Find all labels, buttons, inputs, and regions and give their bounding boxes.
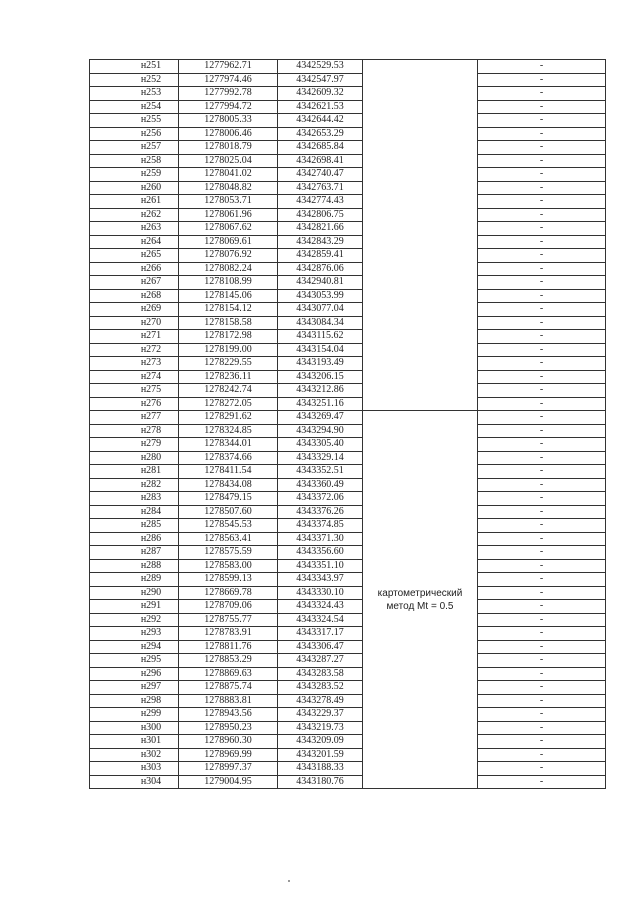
point-id-cell: н279 [90,438,179,452]
table-row [90,640,606,654]
point-id-cell: н271 [90,330,179,344]
accuracy-cell: - [478,451,606,465]
point-id-cell: н273 [90,357,179,371]
y-coordinate-cell: 4343306.47 [278,640,363,654]
accuracy-cell: - [478,222,606,236]
table-row [90,100,606,114]
x-coordinate-cell: 1278583.00 [179,559,278,573]
table-row [90,411,606,425]
table-row [90,289,606,303]
accuracy-cell: - [478,586,606,600]
y-coordinate-cell: 4343115.62 [278,330,363,344]
table-row [90,343,606,357]
method-name: картометрический [377,587,463,599]
table-row [90,735,606,749]
table-row [90,600,606,614]
point-id-cell: н263 [90,222,179,236]
x-coordinate-cell: 1277992.78 [179,87,278,101]
point-id-cell: н257 [90,141,179,155]
y-coordinate-cell: 4343188.33 [278,762,363,776]
accuracy-cell: - [478,667,606,681]
x-coordinate-cell: 1278145.06 [179,289,278,303]
accuracy-cell: - [478,411,606,425]
accuracy-cell: - [478,384,606,398]
table-row [90,141,606,155]
x-coordinate-cell: 1278041.02 [179,168,278,182]
y-coordinate-cell: 4342529.53 [278,60,363,74]
y-coordinate-cell: 4342821.66 [278,222,363,236]
table-row [90,330,606,344]
x-coordinate-cell: 1278479.15 [179,492,278,506]
table-row [90,114,606,128]
x-coordinate-cell: 1278082.24 [179,262,278,276]
accuracy-cell: - [478,424,606,438]
table-row [90,195,606,209]
table-row [90,748,606,762]
point-id-cell: н285 [90,519,179,533]
point-id-cell: н283 [90,492,179,506]
point-id-cell: н272 [90,343,179,357]
point-id-cell: н265 [90,249,179,263]
point-id-cell: н258 [90,154,179,168]
point-id-cell: н298 [90,694,179,708]
point-id-cell: н254 [90,100,179,114]
accuracy-cell: - [478,694,606,708]
x-coordinate-cell: 1278374.66 [179,451,278,465]
table-row [90,519,606,533]
point-id-cell: н253 [90,87,179,101]
accuracy-cell: - [478,114,606,128]
accuracy-cell: - [478,532,606,546]
accuracy-cell: - [478,465,606,479]
point-id-cell: н256 [90,127,179,141]
y-coordinate-cell: 4343324.43 [278,600,363,614]
y-coordinate-cell: 4343330.10 [278,586,363,600]
y-coordinate-cell: 4343351.10 [278,559,363,573]
table-row [90,681,606,695]
table-row [90,235,606,249]
table-row [90,573,606,587]
y-coordinate-cell: 4342843.29 [278,235,363,249]
x-coordinate-cell: 1278172.98 [179,330,278,344]
accuracy-cell: - [478,276,606,290]
accuracy-cell: - [478,343,606,357]
x-coordinate-cell: 1279004.95 [179,775,278,789]
point-id-cell: н302 [90,748,179,762]
x-coordinate-cell: 1278853.29 [179,654,278,668]
y-coordinate-cell: 4343294.90 [278,424,363,438]
x-coordinate-cell: 1278005.33 [179,114,278,128]
table-row [90,586,606,600]
accuracy-cell: - [478,303,606,317]
table-row [90,262,606,276]
point-id-cell: н275 [90,384,179,398]
x-coordinate-cell: 1278018.79 [179,141,278,155]
x-coordinate-cell: 1278411.54 [179,465,278,479]
point-id-cell: н278 [90,424,179,438]
point-id-cell: н260 [90,181,179,195]
table-row [90,222,606,236]
table-row [90,60,606,74]
table-row [90,451,606,465]
y-coordinate-cell: 4342698.41 [278,154,363,168]
y-coordinate-cell: 4343219.73 [278,721,363,735]
point-id-cell: н269 [90,303,179,317]
table-row [90,154,606,168]
accuracy-cell: - [478,370,606,384]
table-row [90,694,606,708]
scan-speck [288,880,290,882]
point-id-cell: н288 [90,559,179,573]
point-id-cell: н299 [90,708,179,722]
accuracy-cell: - [478,127,606,141]
accuracy-cell: - [478,775,606,789]
table-row [90,249,606,263]
table-row [90,208,606,222]
table-row [90,708,606,722]
y-coordinate-cell: 4342621.53 [278,100,363,114]
point-id-cell: н268 [90,289,179,303]
y-coordinate-cell: 4342763.71 [278,181,363,195]
table-row [90,316,606,330]
y-coordinate-cell: 4342644.42 [278,114,363,128]
y-coordinate-cell: 4343209.09 [278,735,363,749]
point-id-cell: н284 [90,505,179,519]
table-row [90,87,606,101]
point-id-cell: н277 [90,411,179,425]
table-row [90,721,606,735]
accuracy-cell: - [478,708,606,722]
point-id-cell: н267 [90,276,179,290]
y-coordinate-cell: 4343343.97 [278,573,363,587]
y-coordinate-cell: 4343193.49 [278,357,363,371]
y-coordinate-cell: 4342940.81 [278,276,363,290]
point-id-cell: н280 [90,451,179,465]
accuracy-cell: - [478,519,606,533]
table-row [90,276,606,290]
accuracy-cell: - [478,492,606,506]
y-coordinate-cell: 4343372.06 [278,492,363,506]
method-accuracy: метод Mt = 0.5 [386,600,454,612]
x-coordinate-cell: 1278236.11 [179,370,278,384]
point-id-cell: н290 [90,586,179,600]
accuracy-cell: - [478,559,606,573]
point-id-cell: н292 [90,613,179,627]
accuracy-cell: - [478,613,606,627]
accuracy-cell: - [478,438,606,452]
table-row [90,762,606,776]
x-coordinate-cell: 1278709.06 [179,600,278,614]
table-row [90,492,606,506]
x-coordinate-cell: 1278755.77 [179,613,278,627]
table-row [90,546,606,560]
accuracy-cell: - [478,330,606,344]
x-coordinate-cell: 1278575.59 [179,546,278,560]
y-coordinate-cell: 4342653.29 [278,127,363,141]
table-row [90,627,606,641]
accuracy-cell: - [478,168,606,182]
point-id-cell: н274 [90,370,179,384]
x-coordinate-cell: 1278069.61 [179,235,278,249]
coordinates-table-body [90,60,606,789]
table-row [90,303,606,317]
table-row [90,438,606,452]
accuracy-cell: - [478,735,606,749]
y-coordinate-cell: 4342806.75 [278,208,363,222]
x-coordinate-cell: 1278108.99 [179,276,278,290]
y-coordinate-cell: 4343251.16 [278,397,363,411]
x-coordinate-cell: 1278997.37 [179,762,278,776]
point-id-cell: н296 [90,667,179,681]
table-row [90,532,606,546]
x-coordinate-cell: 1278969.99 [179,748,278,762]
table-row [90,478,606,492]
table-row [90,168,606,182]
accuracy-cell: - [478,87,606,101]
accuracy-cell: - [478,600,606,614]
accuracy-cell: - [478,73,606,87]
table-row [90,465,606,479]
point-id-cell: н286 [90,532,179,546]
accuracy-cell: - [478,573,606,587]
table-row [90,559,606,573]
accuracy-cell: - [478,505,606,519]
table-row [90,505,606,519]
x-coordinate-cell: 1278324.85 [179,424,278,438]
point-id-cell: н293 [90,627,179,641]
accuracy-cell: - [478,357,606,371]
accuracy-cell: - [478,316,606,330]
accuracy-cell: - [478,100,606,114]
point-id-cell: н270 [90,316,179,330]
coordinates-table [89,59,606,789]
accuracy-cell: - [478,721,606,735]
table-row [90,384,606,398]
point-id-cell: н281 [90,465,179,479]
y-coordinate-cell: 4342876.06 [278,262,363,276]
y-coordinate-cell: 4343287.27 [278,654,363,668]
y-coordinate-cell: 4343269.47 [278,411,363,425]
x-coordinate-cell: 1278272.05 [179,397,278,411]
table-row [90,73,606,87]
y-coordinate-cell: 4343154.04 [278,343,363,357]
x-coordinate-cell: 1278669.78 [179,586,278,600]
x-coordinate-cell: 1278960.30 [179,735,278,749]
x-coordinate-cell: 1278869.63 [179,667,278,681]
point-id-cell: н289 [90,573,179,587]
x-coordinate-cell: 1278599.13 [179,573,278,587]
y-coordinate-cell: 4343229.37 [278,708,363,722]
accuracy-cell: - [478,748,606,762]
accuracy-cell: - [478,262,606,276]
x-coordinate-cell: 1278025.04 [179,154,278,168]
y-coordinate-cell: 4343206.15 [278,370,363,384]
accuracy-cell: - [478,654,606,668]
y-coordinate-cell: 4342609.32 [278,87,363,101]
point-id-cell: н287 [90,546,179,560]
point-id-cell: н282 [90,478,179,492]
point-id-cell: н276 [90,397,179,411]
x-coordinate-cell: 1278950.23 [179,721,278,735]
x-coordinate-cell: 1277962.71 [179,60,278,74]
y-coordinate-cell: 4342740.47 [278,168,363,182]
accuracy-cell: - [478,762,606,776]
point-id-cell: н252 [90,73,179,87]
accuracy-cell: - [478,397,606,411]
y-coordinate-cell: 4343376.26 [278,505,363,519]
point-id-cell: н261 [90,195,179,209]
y-coordinate-cell: 4343374.85 [278,519,363,533]
accuracy-cell: - [478,289,606,303]
y-coordinate-cell: 4343329.14 [278,451,363,465]
table-row [90,667,606,681]
accuracy-cell: - [478,627,606,641]
x-coordinate-cell: 1278048.82 [179,181,278,195]
x-coordinate-cell: 1278783.91 [179,627,278,641]
table-row [90,127,606,141]
x-coordinate-cell: 1278545.53 [179,519,278,533]
table-row [90,181,606,195]
table-row [90,654,606,668]
y-coordinate-cell: 4343324.54 [278,613,363,627]
accuracy-cell: - [478,235,606,249]
accuracy-cell: - [478,141,606,155]
point-id-cell: н295 [90,654,179,668]
table-row [90,397,606,411]
x-coordinate-cell: 1278344.01 [179,438,278,452]
x-coordinate-cell: 1278154.12 [179,303,278,317]
y-coordinate-cell: 4343077.04 [278,303,363,317]
y-coordinate-cell: 4342547.97 [278,73,363,87]
y-coordinate-cell: 4342685.84 [278,141,363,155]
y-coordinate-cell: 4343278.49 [278,694,363,708]
table-row [90,775,606,789]
x-coordinate-cell: 1278563.41 [179,532,278,546]
accuracy-cell: - [478,154,606,168]
x-coordinate-cell: 1278053.71 [179,195,278,209]
point-id-cell: н297 [90,681,179,695]
method-cell-empty [363,60,478,411]
y-coordinate-cell: 4343283.58 [278,667,363,681]
x-coordinate-cell: 1278242.74 [179,384,278,398]
x-coordinate-cell: 1278291.62 [179,411,278,425]
y-coordinate-cell: 4343352.51 [278,465,363,479]
y-coordinate-cell: 4343317.17 [278,627,363,641]
y-coordinate-cell: 4343360.49 [278,478,363,492]
point-id-cell: н300 [90,721,179,735]
x-coordinate-cell: 1278507.60 [179,505,278,519]
method-cell [363,411,478,789]
point-id-cell: н264 [90,235,179,249]
y-coordinate-cell: 4343305.40 [278,438,363,452]
point-id-cell: н301 [90,735,179,749]
x-coordinate-cell: 1277974.46 [179,73,278,87]
point-id-cell: н251 [90,60,179,74]
y-coordinate-cell: 4343180.76 [278,775,363,789]
y-coordinate-cell: 4343371.30 [278,532,363,546]
accuracy-cell: - [478,478,606,492]
x-coordinate-cell: 1278229.55 [179,357,278,371]
accuracy-cell: - [478,546,606,560]
table-row [90,613,606,627]
x-coordinate-cell: 1278199.00 [179,343,278,357]
x-coordinate-cell: 1278061.96 [179,208,278,222]
point-id-cell: н294 [90,640,179,654]
point-id-cell: н291 [90,600,179,614]
x-coordinate-cell: 1278875.74 [179,681,278,695]
point-id-cell: н266 [90,262,179,276]
y-coordinate-cell: 4342859.41 [278,249,363,263]
accuracy-cell: - [478,640,606,654]
x-coordinate-cell: 1278006.46 [179,127,278,141]
y-coordinate-cell: 4343084.34 [278,316,363,330]
table-row [90,424,606,438]
x-coordinate-cell: 1277994.72 [179,100,278,114]
x-coordinate-cell: 1278158.58 [179,316,278,330]
accuracy-cell: - [478,249,606,263]
y-coordinate-cell: 4343053.99 [278,289,363,303]
y-coordinate-cell: 4342774.43 [278,195,363,209]
point-id-cell: н259 [90,168,179,182]
accuracy-cell: - [478,208,606,222]
x-coordinate-cell: 1278067.62 [179,222,278,236]
y-coordinate-cell: 4343212.86 [278,384,363,398]
accuracy-cell: - [478,681,606,695]
y-coordinate-cell: 4343356.60 [278,546,363,560]
accuracy-cell: - [478,181,606,195]
accuracy-cell: - [478,195,606,209]
point-id-cell: н304 [90,775,179,789]
y-coordinate-cell: 4343201.59 [278,748,363,762]
y-coordinate-cell: 4343283.52 [278,681,363,695]
x-coordinate-cell: 1278883.81 [179,694,278,708]
point-id-cell: н262 [90,208,179,222]
point-id-cell: н303 [90,762,179,776]
accuracy-cell: - [478,60,606,74]
x-coordinate-cell: 1278076.92 [179,249,278,263]
point-id-cell: н255 [90,114,179,128]
x-coordinate-cell: 1278811.76 [179,640,278,654]
x-coordinate-cell: 1278434.08 [179,478,278,492]
table-row [90,370,606,384]
x-coordinate-cell: 1278943.56 [179,708,278,722]
table-row [90,357,606,371]
